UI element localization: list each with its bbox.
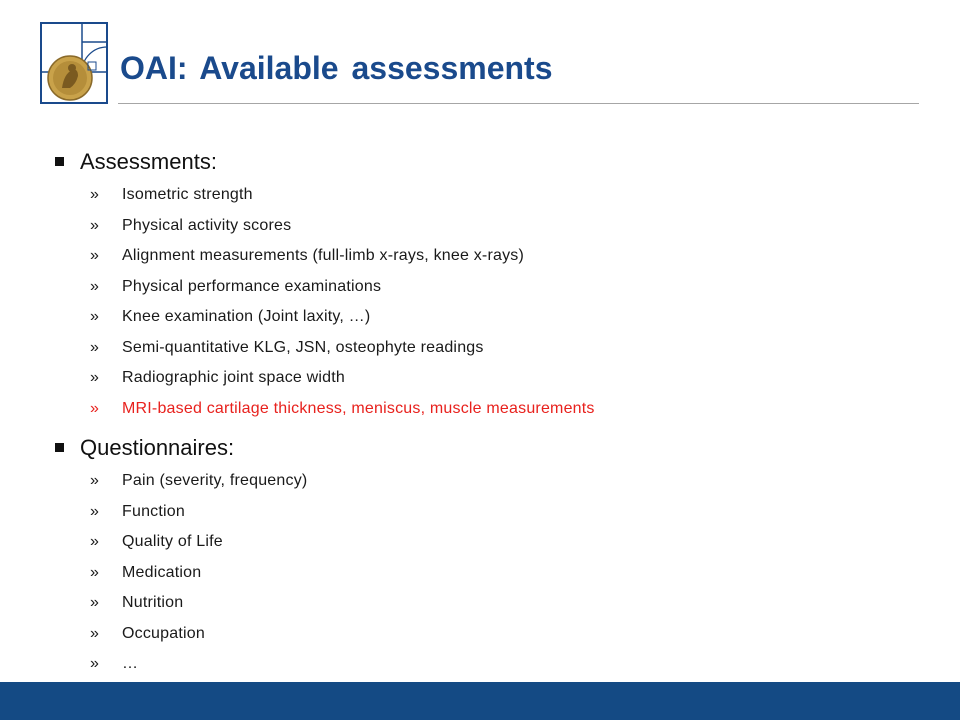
chevron-bullet-icon: »	[90, 533, 100, 550]
list-item: » Alignment measurements (full-limb x-rays, knee x-rays)	[55, 241, 915, 272]
chevron-bullet-icon: »	[90, 502, 100, 520]
chevron-bullet-icon: »	[90, 186, 100, 203]
chevron-bullet-icon: »	[90, 563, 100, 581]
chevron-bullet-icon: »	[90, 655, 100, 672]
chevron-bullet-icon: »	[90, 369, 100, 386]
section-heading-label: Assessments:	[80, 149, 217, 174]
chevron-bullet-icon: »	[90, 624, 100, 642]
section-heading-label: Questionnaires:	[80, 435, 235, 460]
chevron-bullet-icon: »	[90, 247, 100, 264]
chevron-bullet-icon: »	[90, 472, 100, 489]
square-bullet-icon	[55, 443, 64, 452]
list-item: » Medication	[55, 558, 915, 589]
list-item: » Nutrition	[55, 588, 915, 619]
university-seal-logo	[40, 22, 108, 104]
slide-title: OAI: Available assessments	[120, 50, 553, 86]
section-heading-questionnaires	[55, 432, 915, 464]
list-item-highlighted: » MRI-based cartilage thickness, meniscus, muscle measurements	[55, 394, 915, 425]
slide-content	[55, 146, 915, 688]
list-item: » Pain (severity, frequency)	[55, 466, 915, 497]
list-item: » Semi-quantitative KLG, JSN, osteophyte readings	[55, 333, 915, 364]
assessments-list	[55, 180, 915, 424]
questionnaires-list	[55, 466, 915, 680]
chevron-bullet-icon: »	[90, 399, 100, 417]
section-heading-assessments	[55, 146, 915, 178]
chevron-bullet-icon: »	[90, 594, 100, 611]
list-item: » Radiographic joint space width	[55, 363, 915, 394]
title-divider	[118, 103, 919, 104]
chevron-bullet-icon: »	[90, 277, 100, 295]
list-item: » Isometric strength	[55, 180, 915, 211]
list-item: » …	[55, 649, 915, 680]
list-item: » Physical activity scores	[55, 211, 915, 242]
list-item: » Occupation	[55, 619, 915, 650]
chevron-bullet-icon: »	[90, 338, 100, 356]
footer-bar	[0, 682, 960, 720]
chevron-bullet-icon: »	[90, 216, 100, 234]
square-bullet-icon	[55, 157, 64, 166]
list-item: » Quality of Life	[55, 527, 915, 558]
list-item: » Function	[55, 497, 915, 528]
list-item: » Knee examination (Joint laxity, …)	[55, 302, 915, 333]
list-item: » Physical performance examinations	[55, 272, 915, 303]
chevron-bullet-icon: »	[90, 308, 100, 325]
university-seal-icon	[40, 22, 108, 104]
